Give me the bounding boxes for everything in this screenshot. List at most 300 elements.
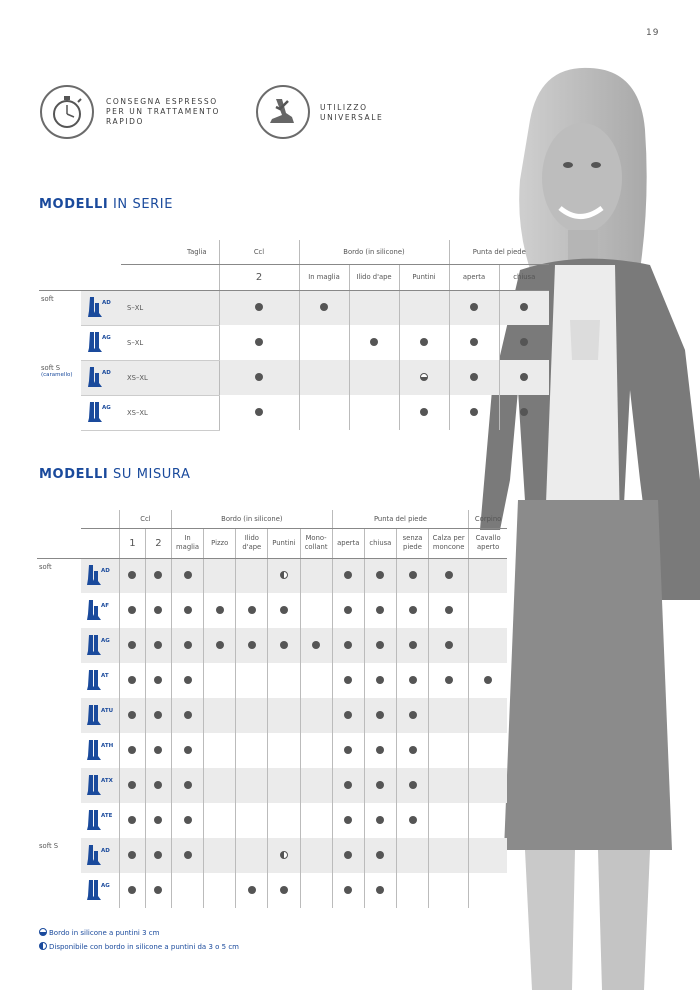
misura-cell [332,873,364,908]
availability-dot [376,816,384,824]
availability-dot [128,676,136,684]
misura-cell [332,663,364,698]
misura-cell [172,558,204,593]
model-name [39,325,81,360]
availability-dot [184,711,192,719]
misura-cell [364,628,396,663]
misura-cell [145,663,171,698]
misura-subheader: Mono-collant [300,528,332,558]
serie-cell [449,360,499,395]
leg-cell [81,360,121,395]
misura-cell [429,838,469,873]
availability-dot [344,641,352,649]
leg-cell [81,873,119,908]
misura-cell [332,593,364,628]
misura-row [37,663,507,698]
misura-cell [145,698,171,733]
misura-cell [469,558,507,593]
serie-row [39,325,549,360]
availability-dot [376,606,384,614]
misura-subheader: Ilido d'ape [236,528,268,558]
serie-cell [499,290,549,325]
misura-subheader: Calza per moncone [429,528,469,558]
misura-cell [469,733,507,768]
availability-dot [184,676,192,684]
sub-puntini: Puntini [399,264,449,290]
availability-dot [184,781,192,789]
misura-cell [396,593,428,628]
misura-cell [172,733,204,768]
size-range: XS–XL [121,395,219,430]
availability-dot [255,303,263,311]
misura-cell [364,768,396,803]
header-bordo: Bordo (in silicone) [299,240,449,264]
availability-dot [154,851,162,859]
misura-cell [469,768,507,803]
misura-cell [364,733,396,768]
misura-cell [119,768,145,803]
availability-dot [409,571,417,579]
model-name [37,768,81,803]
serie-cell [449,395,499,430]
leg-at-icon [83,668,117,694]
sub-chiusa: chiusa [499,264,549,290]
availability-dot [409,676,417,684]
misura-cell [364,558,396,593]
availability-dot [520,338,528,346]
availability-dot [128,641,136,649]
serie-cell [219,325,299,360]
misura-header-ccl: Ccl [119,510,171,528]
model-name: soft [41,294,54,303]
serie-cell [399,360,449,395]
misura-cell [145,733,171,768]
availability-dot [376,676,384,684]
misura-cell [364,803,396,838]
misura-cell [268,698,300,733]
misura-subheader: Cavallo aperto [469,528,507,558]
serie-cell [349,325,399,360]
feature-universal-text: UTILIZZO UNIVERSALE [320,103,384,122]
availability-dot [128,851,136,859]
availability-dot [154,641,162,649]
misura-cell [300,873,332,908]
availability-dot [184,746,192,754]
universal-foot-icon [256,85,310,139]
availability-dot [128,886,136,894]
availability-dot [154,886,162,894]
availability-dot [376,746,384,754]
misura-cell [469,838,507,873]
misura-row [37,593,507,628]
serie-cell [499,360,549,395]
misura-cell [300,803,332,838]
serie-cell [449,325,499,360]
serie-cell [219,395,299,430]
availability-dot [154,676,162,684]
leg-cell [81,325,121,360]
misura-cell [268,873,300,908]
model-name: soft S (caramello) [41,364,73,378]
misura-cell [268,663,300,698]
misura-cell [172,873,204,908]
availability-dot [409,746,417,754]
misura-cell [429,558,469,593]
misura-subheader: aperta [332,528,364,558]
serie-row [39,395,549,430]
serie-cell [299,360,349,395]
serie-cell [399,325,449,360]
serie-table [39,240,549,431]
leg-cell [81,395,121,430]
misura-cell [300,838,332,873]
half-dot-vertical [280,851,288,859]
availability-dot [154,606,162,614]
misura-cell [145,873,171,908]
sub-aperta: aperta [449,264,499,290]
serie-title: MODELLI IN SERIE [39,197,174,212]
leg-code-label: ATH [101,742,114,749]
availability-dot [409,641,417,649]
misura-cell [172,838,204,873]
availability-dot [344,676,352,684]
availability-dot [344,851,352,859]
leg-code-label: ATE [101,812,113,819]
availability-dot [184,606,192,614]
misura-cell [268,593,300,628]
leg-code-label: ATU [101,707,114,714]
misura-cell [429,803,469,838]
misura-subheader: chiusa [364,528,396,558]
misura-cell [119,558,145,593]
misura-cell [204,663,236,698]
page-number: 19 [646,28,660,38]
misura-cell [236,558,268,593]
leg-code-label: AD [102,299,111,306]
availability-dot [344,711,352,719]
misura-cell [204,698,236,733]
availability-dot [280,641,288,649]
misura-cell [300,628,332,663]
leg-code-label: AD [101,847,110,854]
leg-ag-icon [84,400,118,426]
availability-dot [344,886,352,894]
model-name: soft S [39,842,59,850]
misura-cell [236,873,268,908]
misura-cell [469,803,507,838]
leg-ad-icon [83,563,117,589]
availability-dot [184,851,192,859]
misura-cell [119,593,145,628]
sub-ilido: Ilido d'ape [349,264,399,290]
misura-subheader: 1 [119,528,145,558]
leg-ag-icon [83,878,117,904]
serie-cell [219,360,299,395]
misura-cell [204,733,236,768]
leg-code-label: AG [102,404,111,411]
misura-cell [396,768,428,803]
model-name [37,628,81,663]
availability-dot [344,746,352,754]
leg-ad-icon [84,365,118,391]
misura-cell [396,558,428,593]
model-woman-photo [480,60,700,990]
misura-cell [469,873,507,908]
availability-dot [445,676,453,684]
availability-dot [409,606,417,614]
serie-cell [499,325,549,360]
leg-cell [81,290,121,325]
misura-subheader: Pizzo [204,528,236,558]
half-circle-vertical-icon [39,942,47,950]
serie-cell [299,395,349,430]
availability-dot [280,606,288,614]
leg-cell [81,768,119,803]
serie-cell [449,290,499,325]
misura-cell [119,733,145,768]
header-punta: Punta del piede [449,240,549,264]
model-name [37,733,81,768]
misura-cell [300,663,332,698]
misura-cell [429,768,469,803]
misura-cell [332,733,364,768]
leg-code-label: AT [101,672,109,679]
misura-cell [119,628,145,663]
leg-cell [81,628,119,663]
legend-item-3-5cm: Disponibile con bordo in silicone a puntini da 3 o 5 cm [39,942,239,951]
misura-subheader: Puntini [268,528,300,558]
misura-cell [236,838,268,873]
availability-dot [470,338,478,346]
leg-cell [81,663,119,698]
misura-cell [429,698,469,733]
misura-cell [204,558,236,593]
misura-cell [204,803,236,838]
misura-header-punta: Punta del piede [332,510,469,528]
misura-cell [364,838,396,873]
serie-row [39,290,549,325]
misura-cell [396,873,428,908]
serie-cell [399,395,449,430]
misura-cell [396,698,428,733]
misura-cell [332,628,364,663]
misura-cell [172,628,204,663]
misura-cell [204,838,236,873]
availability-dot [216,606,224,614]
model-name: soft [39,562,52,571]
leg-cell [81,803,119,838]
availability-dot [376,851,384,859]
misura-subheader: In maglia [172,528,204,558]
misura-cell [172,768,204,803]
availability-dot [470,373,478,381]
serie-cell [299,325,349,360]
availability-dot [184,641,192,649]
misura-cell [236,593,268,628]
leg-ate-icon [83,808,117,834]
leg-code-label: AD [101,567,110,574]
misura-cell [236,803,268,838]
availability-dot [409,711,417,719]
availability-dot [154,816,162,824]
misura-cell [204,593,236,628]
availability-dot [128,746,136,754]
availability-dot [184,816,192,824]
misura-subheader: senza piede [396,528,428,558]
availability-dot [344,781,352,789]
misura-cell [396,628,428,663]
availability-dot [445,641,453,649]
misura-cell [300,768,332,803]
misura-row [37,558,507,593]
misura-cell [119,803,145,838]
misura-cell [268,733,300,768]
model-name [37,698,81,733]
misura-cell [429,628,469,663]
availability-dot [376,641,384,649]
availability-dot [184,571,192,579]
misura-cell [172,593,204,628]
misura-cell [364,873,396,908]
availability-dot [420,408,428,416]
availability-dot [128,816,136,824]
leg-code-label: AG [101,882,110,889]
leg-ad-icon [84,295,118,321]
misura-cell [364,593,396,628]
availability-dot [420,338,428,346]
availability-dot [520,408,528,416]
half-dot-vertical [280,571,288,579]
leg-ad-icon [83,843,117,869]
availability-dot [484,676,492,684]
misura-cell [300,698,332,733]
misura-table [37,510,507,908]
availability-dot [128,606,136,614]
leg-atx-icon [83,773,117,799]
misura-cell [236,733,268,768]
availability-dot [409,781,417,789]
availability-dot [376,571,384,579]
availability-dot [255,373,263,381]
availability-dot [216,641,224,649]
availability-dot [154,746,162,754]
leg-ath-icon [83,738,117,764]
model-name [37,663,81,698]
misura-cell [204,873,236,908]
header-ccl: Ccl [219,240,299,264]
misura-cell [300,593,332,628]
misura-cell [172,803,204,838]
leg-cell [81,593,119,628]
size-range: XS–XL [121,360,219,395]
leg-code-label: ATX [101,777,113,784]
misura-cell [469,663,507,698]
misura-row [37,873,507,908]
misura-cell [332,698,364,733]
misura-cell [268,838,300,873]
serie-row [39,360,549,395]
legend-item-3cm: Bordo in silicone a puntini 3 cm [39,928,159,937]
misura-cell [119,838,145,873]
availability-dot [154,571,162,579]
availability-dot [312,641,320,649]
model-name [39,395,81,430]
availability-dot [409,816,417,824]
misura-cell [172,698,204,733]
misura-row [37,803,507,838]
misura-header-bordo: Bordo (in silicone) [172,510,333,528]
availability-dot [248,641,256,649]
leg-code-label: AG [101,637,110,644]
sub-ccl-2: 2 [219,264,299,290]
leg-cell [81,698,119,733]
leg-cell [81,558,119,593]
misura-cell [204,628,236,663]
misura-cell [332,768,364,803]
leg-af-icon [83,598,117,624]
availability-dot [344,571,352,579]
stopwatch-icon [40,85,94,139]
leg-code-label: AG [102,334,111,341]
misura-row [37,628,507,663]
serie-cell [499,395,549,430]
leg-code-label: AF [101,602,110,609]
misura-cell [429,663,469,698]
misura-cell [236,663,268,698]
misura-cell [469,698,507,733]
model-name [37,593,81,628]
availability-dot [255,338,263,346]
sub-in-maglia: In maglia [299,264,349,290]
misura-cell [364,698,396,733]
misura-cell [396,803,428,838]
availability-dot [248,886,256,894]
availability-dot [520,373,528,381]
misura-cell [268,628,300,663]
misura-cell [364,663,396,698]
misura-title: MODELLI SU MISURA [39,467,191,482]
misura-cell [429,593,469,628]
availability-dot [376,711,384,719]
size-range: S–XL [121,325,219,360]
availability-dot [445,606,453,614]
model-name [37,803,81,838]
misura-cell [236,628,268,663]
misura-cell [469,593,507,628]
availability-dot [344,606,352,614]
availability-dot [154,781,162,789]
availability-dot [154,711,162,719]
misura-cell [119,663,145,698]
misura-cell [119,698,145,733]
availability-dot [248,606,256,614]
serie-cell [219,290,299,325]
leg-cell [81,838,119,873]
misura-cell [204,768,236,803]
serie-cell [349,395,399,430]
availability-dot [280,886,288,894]
leg-atu-icon [83,703,117,729]
availability-dot [255,408,263,416]
serie-cell [399,290,449,325]
feature-express-text: CONSEGNA ESPRESSO PER UN TRATTAMENTO RAPIDO [106,97,221,126]
half-dot-horizontal [420,373,428,381]
misura-cell [332,558,364,593]
misura-cell [145,803,171,838]
model-name [37,873,81,908]
misura-cell [332,838,364,873]
misura-cell [300,733,332,768]
